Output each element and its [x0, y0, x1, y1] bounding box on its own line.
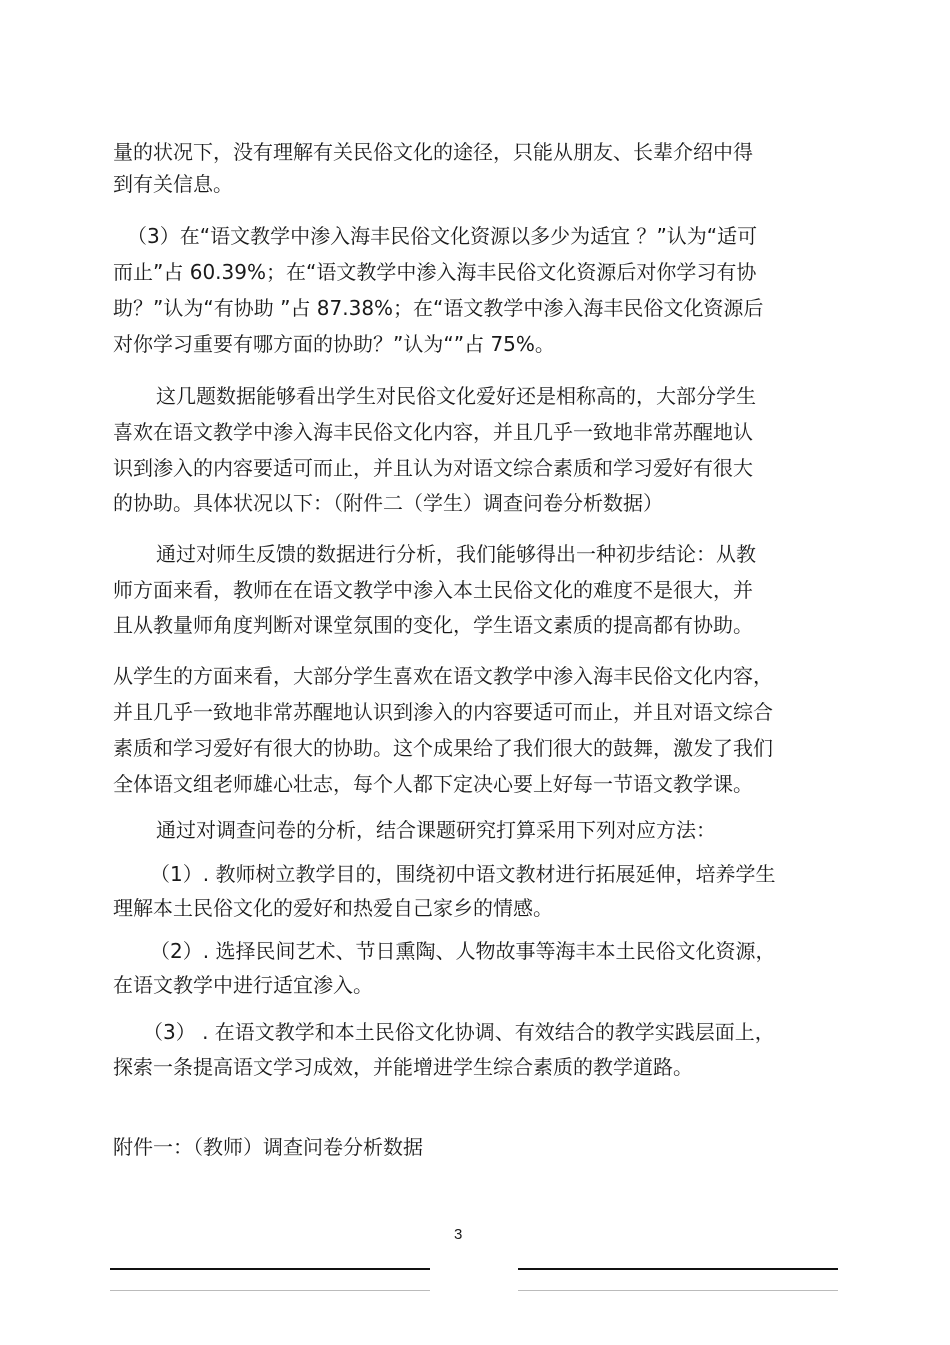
- text-line: 探索一条提高语文学习成效，并能增进学生综合素质的教学道路。: [113, 1055, 693, 1079]
- text-line: 识到渗入的内容要适可而止，并且认为对语文综合素质和学习爱好有很大: [113, 456, 753, 480]
- text-line: 通过对师生反馈的数据进行分析，我们能够得出一种初步结论：从教: [156, 542, 756, 566]
- text-line: 通过对调查问卷的分析，结合课题研究打算采用下列对应方法：: [156, 818, 716, 842]
- text-line: （3） . 在语文教学和本土民俗文化协调、有效结合的教学实践层面上，: [143, 1020, 775, 1044]
- text-line: 并且几乎一致地非常苏醒地认识到渗入的内容要适可而止，并且对语文综合: [113, 700, 773, 724]
- text-line: 这几题数据能够看出学生对民俗文化爱好还是相称高的，大部分学生: [156, 384, 756, 408]
- text-line: 师方面来看，教师在在语文教学中渗入本土民俗文化的难度不是很大，并: [113, 578, 753, 602]
- text-line: （1）. 教师树立教学目的，围绕初中语文教材进行拓展延伸，培养学生: [150, 862, 776, 886]
- text-line: 在语文教学中进行适宜渗入。: [113, 973, 373, 997]
- text-line: 的协助。具体状况以下：（附件二（学生）调查问卷分析数据）: [113, 491, 663, 515]
- text-line: 对你学习重要有哪方面的协助？”认为“”占 75%。: [113, 332, 555, 356]
- text-line: 而止”占 60.39%；在“语文教学中渗入海丰民俗文化资源后对你学习有协: [113, 260, 757, 284]
- text-line: （3）在“语文教学中渗入海丰民俗文化资源以多少为适宜 ？”认为“适可: [127, 224, 758, 248]
- footer-rule-right-thin: [518, 1290, 838, 1291]
- footer-rule-left-thin: [110, 1290, 430, 1291]
- text-line: 素质和学习爱好有很大的协助。这个成果给了我们很大的鼓舞，激发了我们: [113, 736, 773, 760]
- page-number: 3: [454, 1226, 463, 1243]
- text-line: 从学生的方面来看，大部分学生喜欢在语文教学中渗入海丰民俗文化内容，: [113, 664, 773, 688]
- text-line: 理解本土民俗文化的爱好和热爱自己家乡的情感。: [113, 896, 553, 920]
- footer-rule-right: [518, 1268, 838, 1270]
- text-line: 且从教量师角度判断对课堂氛围的变化，学生语文素质的提高都有协助。: [113, 613, 753, 637]
- text-line: 助？”认为“有协助 ”占 87.38%；在“语文教学中渗入海丰民俗文化资源后: [113, 296, 764, 320]
- attachment-heading: 附件一：（教师）调查问卷分析数据: [113, 1135, 423, 1159]
- text-line: 量的状况下，没有理解有关民俗文化的途径，只能从朋友、长辈介绍中得: [113, 140, 753, 164]
- text-line: （2）. 选择民间艺术、节日熏陶、人物故事等海丰本土民俗文化资源，: [150, 939, 776, 963]
- text-line: 全体语文组老师雄心壮志，每个人都下定决心要上好每一节语文教学课。: [113, 772, 753, 796]
- footer-rule-left: [110, 1268, 430, 1270]
- text-line: 喜欢在语文教学中渗入海丰民俗文化内容，并且几乎一致地非常苏醒地认: [113, 420, 753, 444]
- text-line: 到有关信息。: [113, 172, 233, 196]
